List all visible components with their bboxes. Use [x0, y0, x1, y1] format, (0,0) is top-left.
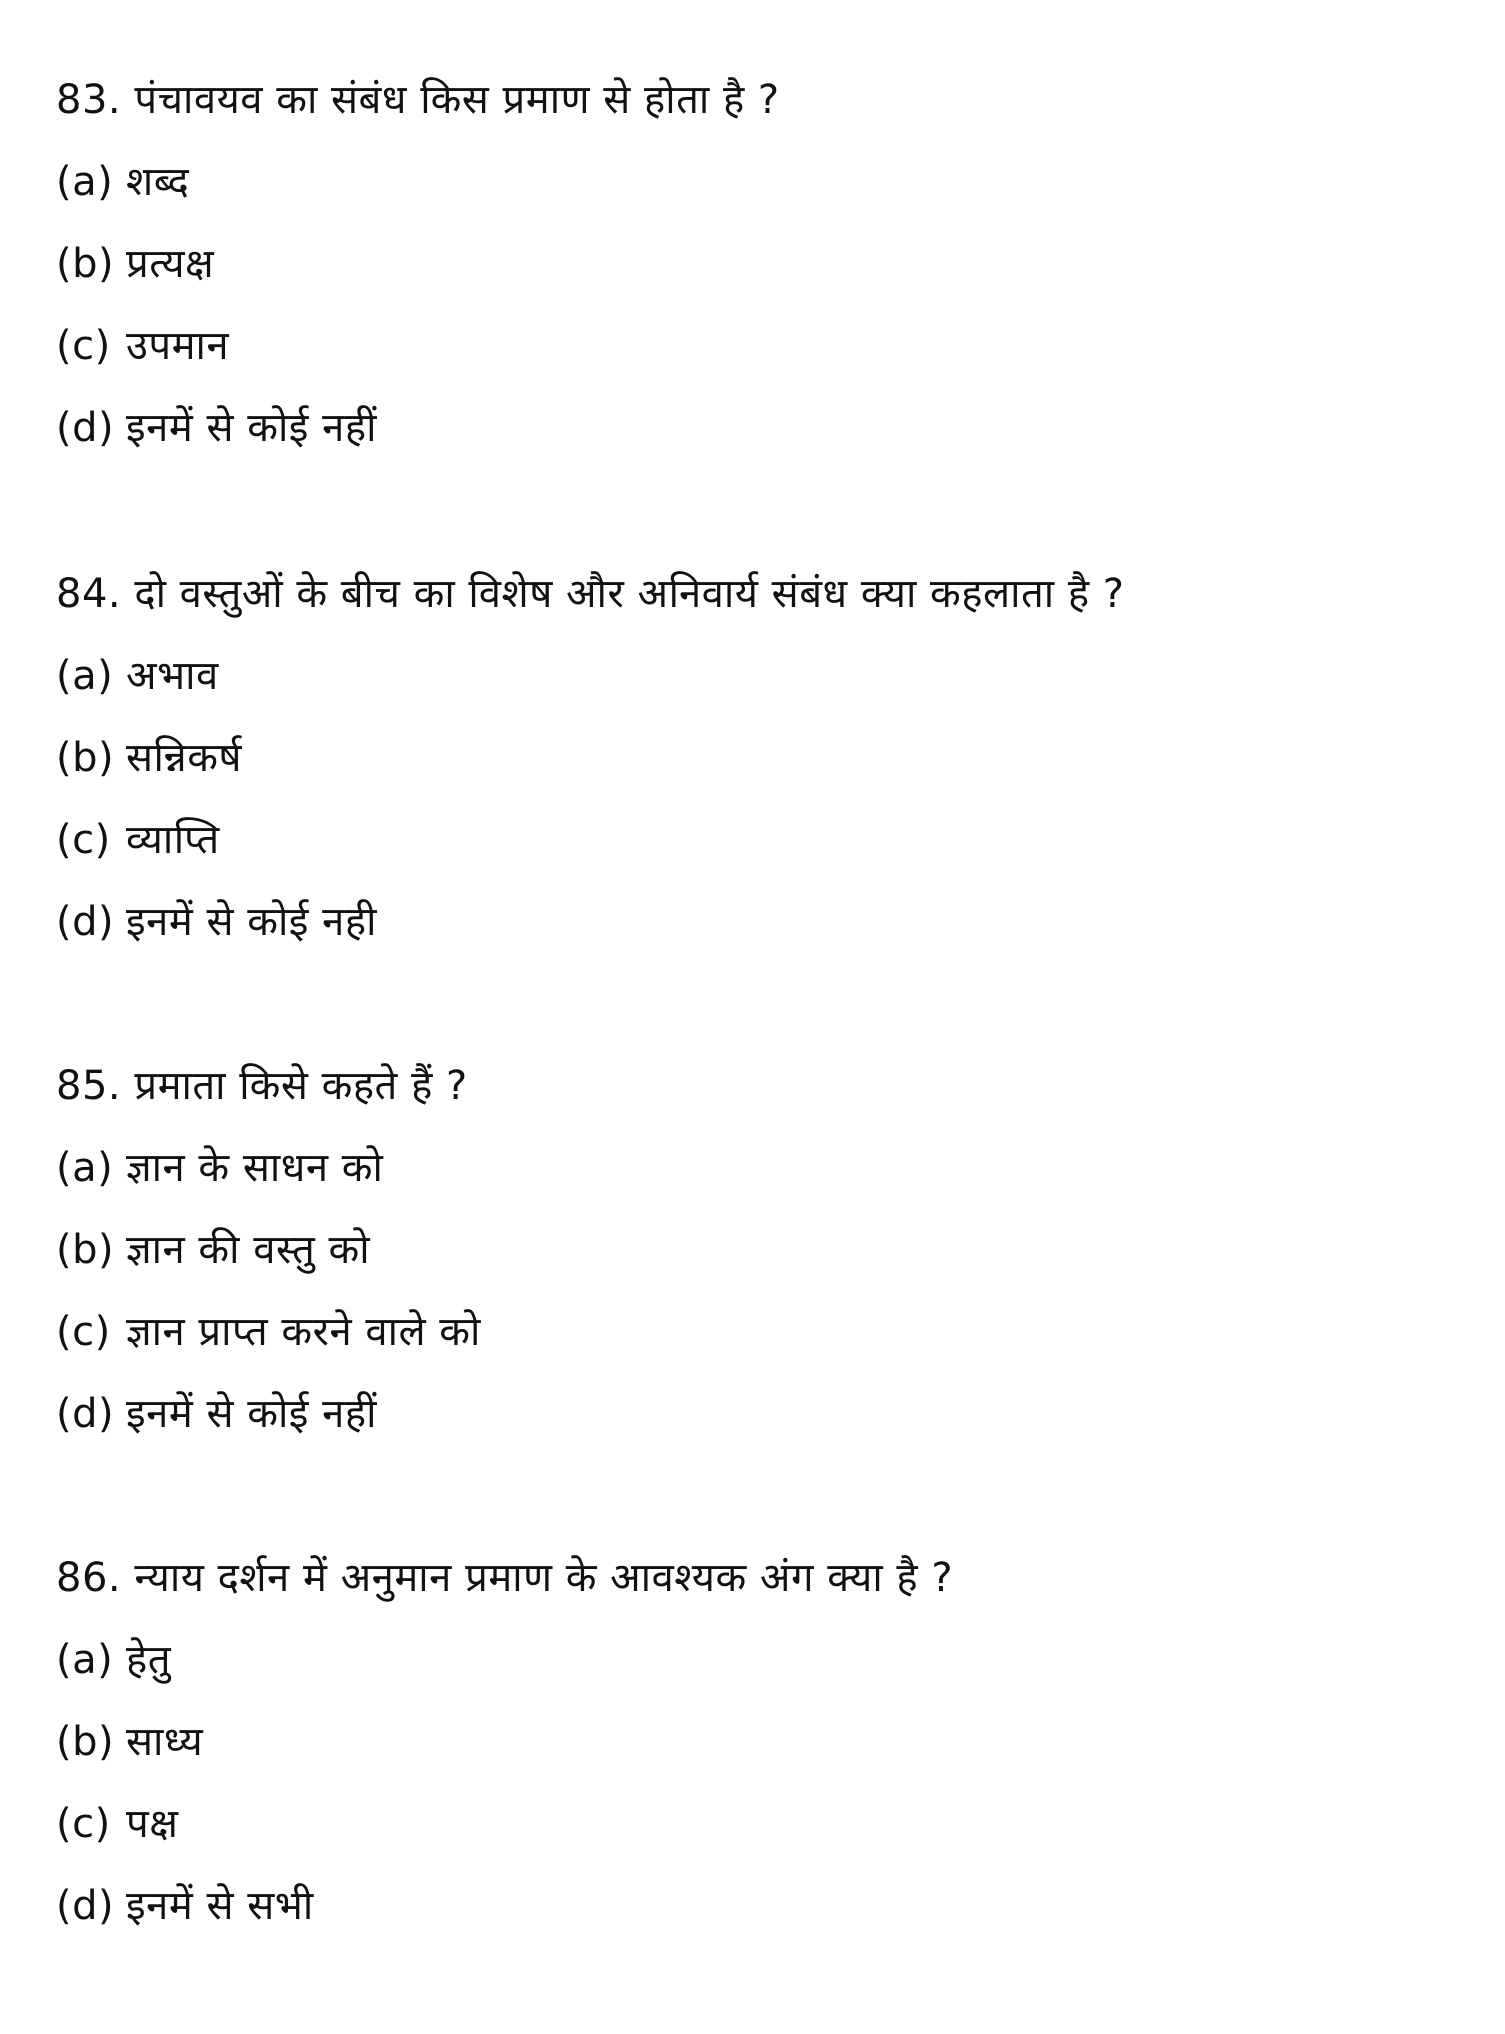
- option-text: हेतु: [126, 1637, 172, 1683]
- option-text: शब्द: [126, 159, 190, 205]
- option-key: (c): [56, 1309, 111, 1355]
- option-key: (a): [56, 1145, 114, 1191]
- option-key: (d): [56, 405, 115, 451]
- option-d: [56, 400, 1456, 456]
- option-key: (b): [56, 241, 115, 287]
- question-85: [56, 1058, 1456, 1442]
- question-text: प्रमाता किसे कहते हैं ?: [134, 1063, 468, 1109]
- option-text: इनमें से कोई नहीं: [126, 1391, 377, 1437]
- option-a: [56, 1632, 1456, 1688]
- option-b: [56, 236, 1456, 292]
- option-key: (c): [56, 1801, 111, 1847]
- option-a: [56, 648, 1456, 704]
- option-text: सन्निकर्ष: [126, 735, 243, 781]
- option-c: [56, 1796, 1456, 1852]
- option-key: (a): [56, 159, 114, 205]
- option-key: (d): [56, 1391, 115, 1437]
- option-text: इनमें से सभी: [126, 1883, 314, 1929]
- question-number: 86.: [56, 1555, 122, 1601]
- question-number: 84.: [56, 571, 122, 617]
- option-text: साध्य: [126, 1719, 204, 1765]
- option-b: [56, 1714, 1456, 1770]
- option-key: (b): [56, 735, 115, 781]
- option-text: इनमें से कोई नहीं: [126, 405, 377, 451]
- option-text: पक्ष: [126, 1801, 179, 1847]
- question-text: दो वस्तुओं के बीच का विशेष और अनिवार्य संबंध क्या कहलाता है ?: [134, 571, 1125, 617]
- option-key: (a): [56, 653, 114, 699]
- option-c: [56, 1304, 1456, 1360]
- option-text: प्रत्यक्ष: [126, 241, 215, 287]
- option-d: [56, 1386, 1456, 1442]
- option-c: [56, 318, 1456, 374]
- question-text: न्याय दर्शन में अनुमान प्रमाण के आवश्यक अंग क्या है ?: [134, 1555, 954, 1601]
- option-text: व्याप्ति: [126, 817, 220, 863]
- option-b: [56, 730, 1456, 786]
- option-d: [56, 1878, 1456, 1934]
- option-text: ज्ञान की वस्तु को: [126, 1227, 371, 1273]
- option-key: (b): [56, 1719, 115, 1765]
- option-text: इनमें से कोई नही: [126, 899, 377, 945]
- option-a: [56, 154, 1456, 210]
- question-heading: [56, 1550, 1456, 1606]
- question-86: [56, 1550, 1456, 1934]
- question-number: 83.: [56, 77, 122, 123]
- option-d: [56, 894, 1456, 950]
- question-number: 85.: [56, 1063, 122, 1109]
- question-84: [56, 566, 1456, 950]
- question-heading: [56, 1058, 1456, 1114]
- option-key: (d): [56, 899, 115, 945]
- option-key: (a): [56, 1637, 114, 1683]
- option-text: उपमान: [126, 323, 230, 369]
- option-text: अभाव: [126, 653, 219, 699]
- option-key: (c): [56, 817, 111, 863]
- question-83: [56, 72, 1456, 456]
- option-key: (d): [56, 1883, 115, 1929]
- option-text: ज्ञान के साधन को: [126, 1145, 384, 1191]
- question-heading: [56, 72, 1456, 128]
- question-text: पंचावयव का संबंध किस प्रमाण से होता है ?: [134, 77, 780, 123]
- option-a: [56, 1140, 1456, 1196]
- option-key: (c): [56, 323, 111, 369]
- option-c: [56, 812, 1456, 868]
- option-key: (b): [56, 1227, 115, 1273]
- question-heading: [56, 566, 1456, 622]
- option-b: [56, 1222, 1456, 1278]
- option-text: ज्ञान प्राप्त करने वाले को: [126, 1309, 481, 1355]
